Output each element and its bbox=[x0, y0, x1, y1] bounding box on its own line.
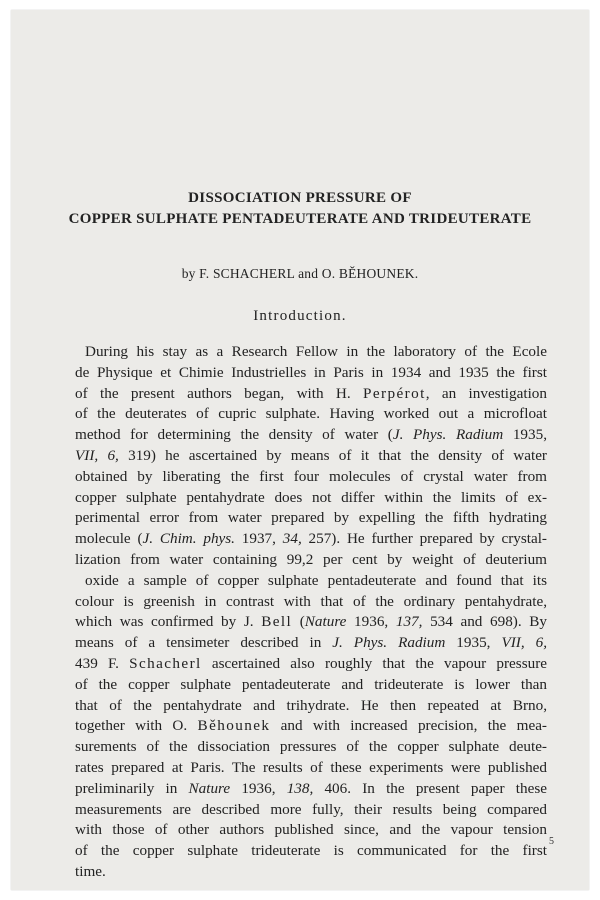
text-run: of the present authors began, with H. bbox=[75, 384, 364, 402]
body-line bbox=[75, 508, 547, 529]
body-line bbox=[75, 612, 547, 633]
author-byline bbox=[11, 266, 589, 282]
page-number: 5 bbox=[549, 836, 554, 847]
italic-reference: Nature bbox=[188, 779, 231, 797]
body-line bbox=[75, 425, 547, 446]
text-run: 1935, bbox=[503, 426, 547, 444]
text-run: ( bbox=[292, 613, 305, 631]
text-run: 534 and 698). By bbox=[422, 613, 548, 631]
body-line bbox=[75, 779, 547, 800]
body-line bbox=[75, 820, 547, 841]
body-line bbox=[75, 633, 547, 654]
spaced-name: Schacherl bbox=[129, 654, 202, 672]
italic-reference: 137, bbox=[395, 613, 423, 631]
title-line-1: DISSOCIATION PRESSURE OF bbox=[188, 190, 412, 206]
body-line bbox=[75, 758, 547, 779]
body-line bbox=[75, 737, 547, 758]
body-line bbox=[75, 571, 547, 592]
italic-reference: 138, bbox=[286, 779, 314, 797]
text-run: rates prepared at Paris. The results of these experiments were published bbox=[75, 758, 547, 776]
text-run: de Physique et Chimie Industrielles in Paris in 1934 and 1935 the first bbox=[75, 363, 547, 381]
text-run: molecule ( bbox=[75, 530, 143, 548]
body-paragraph bbox=[75, 342, 547, 883]
body-line bbox=[75, 550, 547, 571]
body-line bbox=[75, 592, 547, 613]
paper-title bbox=[11, 188, 589, 230]
section-heading: Introduction. bbox=[253, 308, 347, 324]
spaced-name: Perpérot bbox=[363, 384, 426, 402]
text-run: oxide a sample of copper sulphate pentadeuterate and found that its bbox=[85, 571, 547, 589]
body-line bbox=[75, 446, 547, 467]
text-run: measurements are described more fully, their results being compared bbox=[75, 800, 547, 818]
text-run: , an investigation bbox=[425, 384, 547, 402]
body-line bbox=[75, 342, 547, 363]
text-run: copper sulphate pentahydrate does not differ within the limits of ex- bbox=[75, 488, 547, 506]
text-run: 319) he ascertained by means of it that the density of water bbox=[118, 446, 547, 464]
italic-reference: J. Phys. Radium bbox=[392, 426, 504, 444]
body-line bbox=[75, 488, 547, 509]
text-run: of the deuterates of cupric sulphate. Having worked out a microfloat bbox=[75, 405, 547, 423]
text-run: 406. In the present paper these bbox=[313, 779, 548, 797]
body-line bbox=[75, 654, 547, 675]
text-run: 1936, bbox=[230, 779, 287, 797]
title-line-2: COPPER SULPHATE PENTADEUTERATE AND TRIDEUTERATE bbox=[68, 211, 532, 227]
text-run: lization from water containing 99,2 per cent by weight of deuterium bbox=[75, 550, 547, 568]
text-run: 257). He further prepared by crystal- bbox=[301, 530, 547, 548]
body-line bbox=[75, 467, 547, 488]
text-run: 439 F. bbox=[75, 654, 130, 672]
body-line bbox=[75, 675, 547, 696]
text-run: obtained by liberating the first four molecules of crystal water from bbox=[75, 467, 547, 485]
text-run: 1935, bbox=[445, 634, 502, 652]
body-line bbox=[75, 716, 547, 737]
body-line bbox=[75, 529, 547, 550]
text-run: ascertained also roughly that the vapour pressure bbox=[201, 654, 548, 672]
paper-page bbox=[11, 10, 589, 890]
text-run: time. bbox=[75, 862, 106, 880]
text-run: with those of other authors published since, and the vapour tension bbox=[75, 821, 547, 839]
body-line bbox=[75, 696, 547, 717]
spaced-name: Běhounek bbox=[197, 717, 271, 735]
text-run: that of the pentahydrate and trihydrate. He then repeated at Brno, bbox=[75, 696, 547, 714]
italic-reference: VII, 6, bbox=[75, 446, 119, 464]
byline-conjunction: and bbox=[298, 266, 319, 281]
body-line bbox=[75, 384, 547, 405]
body-line bbox=[75, 841, 547, 862]
text-run: colour is greenish in contrast with that of the ordinary pentahydrate, bbox=[75, 592, 547, 610]
text-run: method for determining the density of water ( bbox=[75, 426, 393, 444]
spaced-name: Bell bbox=[261, 613, 293, 631]
body-line bbox=[75, 862, 547, 883]
text-run: During his stay as a Research Fellow in the laboratory of the Ecole bbox=[85, 343, 547, 360]
italic-reference: VII, 6, bbox=[501, 634, 548, 652]
author-2: O. BĚHOUNEK. bbox=[321, 266, 419, 281]
text-run: perimental error from water prepared by expelling the fifth hydrating bbox=[75, 509, 547, 527]
italic-reference: J. Chim. phys. bbox=[142, 530, 235, 548]
body-line bbox=[75, 363, 547, 384]
text-run: means of a tensimeter described in bbox=[75, 634, 333, 652]
byline-prefix: by bbox=[181, 266, 196, 281]
italic-reference: Nature bbox=[304, 613, 347, 631]
text-run: surements of the dissociation pressures of the copper sulphate deute- bbox=[75, 738, 547, 756]
text-run: of the copper sulphate pentadeuterate and trideuterate is lower than bbox=[75, 675, 547, 693]
text-run: of the copper sulphate trideuterate is communicated for the first bbox=[75, 842, 547, 860]
italic-reference: 34, bbox=[282, 530, 302, 548]
author-1: F. SCHACHERL bbox=[199, 266, 295, 281]
text-run: preliminarily in bbox=[75, 779, 189, 797]
text-run: and with increased precision, the mea- bbox=[270, 717, 547, 735]
italic-reference: J. Phys. Radium bbox=[332, 634, 446, 652]
text-run: 1937, bbox=[234, 530, 283, 548]
text-run: 1936, bbox=[346, 613, 396, 631]
text-run: together with O. bbox=[75, 717, 198, 735]
body-line bbox=[75, 800, 547, 821]
body-line bbox=[75, 404, 547, 425]
text-run: which was confirmed by J. bbox=[75, 613, 262, 631]
